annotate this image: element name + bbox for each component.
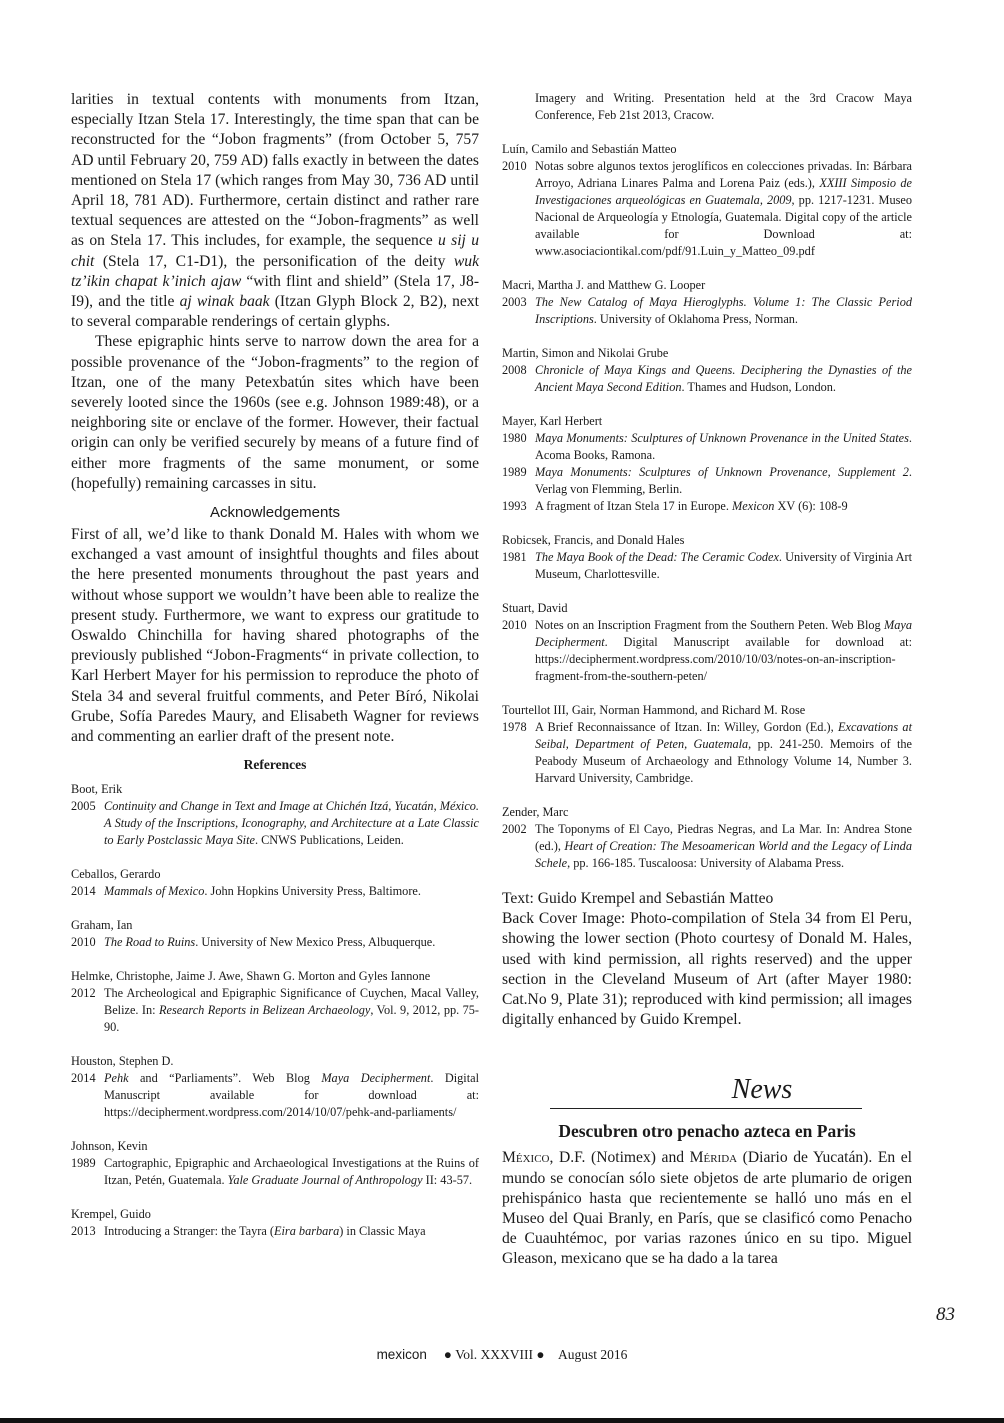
text-run: and “Parliaments”. Web Blog [128, 1071, 322, 1086]
reference-entry [502, 719, 912, 787]
reference-entry [502, 294, 912, 328]
reference-text [535, 294, 912, 328]
reference-item [502, 277, 912, 328]
text-run: A fragment of Itzan Stela 17 in Europe. [535, 499, 733, 513]
news-place-mexico: México [502, 1149, 550, 1167]
italic-text: Excavations at Seibal, Department of Peten, Guatemala [535, 720, 912, 751]
italic-text: Heart of Creation: The Mesoamerican World and the Legacy of Linda Schele [535, 839, 912, 870]
reference-item [502, 345, 912, 396]
reference-author: Houston, Stephen D. [71, 1054, 174, 1069]
reference-year: 2012 [71, 986, 96, 1001]
reference-entry [71, 985, 479, 1036]
reference-entry [502, 549, 912, 583]
reference-item [502, 532, 912, 583]
reference-text [535, 464, 912, 498]
reference-item [502, 804, 912, 872]
reference-year: 2010 [502, 159, 527, 173]
reference-text [535, 821, 912, 872]
italic-text: The Maya Book of the Dead: The Ceramic Codex [535, 550, 779, 564]
reference-text [104, 798, 479, 849]
news-divider [550, 1108, 862, 1109]
text-run: Introducing a Stranger: the Tayra ( [104, 1224, 274, 1239]
reference-text [104, 934, 479, 951]
text-credit: Text: Guido Krempel and Sebastián Matteo [502, 890, 774, 907]
reference-text [104, 883, 479, 900]
italic-text: Maya Decipherment [535, 618, 912, 649]
reference-author: Martin, Simon and Nikolai Grube [502, 346, 669, 360]
reference-year: 2010 [71, 935, 96, 950]
text-run: . University of New Mexico Press, Albuquerque. [195, 935, 436, 950]
reference-author: Stuart, David [502, 601, 568, 615]
bottom-border [0, 1418, 1004, 1423]
text-run: Cartographic, Epigraphic and Archaeological Investigations at the Ruins of Itzan, Petén, Guatemala. [104, 1156, 479, 1188]
text-run: (Itzan Glyph Block 2, B2), next to several comparable renderings of certain glyphs. [71, 293, 479, 331]
reference-entry [502, 617, 912, 685]
reference-author: Krempel, Guido [71, 1207, 151, 1222]
bullet-icon: ● [443, 1347, 452, 1362]
reference-text [535, 158, 912, 260]
italic-text: aj winak baak [179, 293, 270, 311]
reference-author: Helmke, Christophe, Jaime J. Awe, Shawn G. Morton and Gyles Iannone [71, 969, 431, 984]
reference-author: Tourtellot III, Gair, Norman Hammond, and Richard M. Rose [502, 703, 806, 717]
reference-year: 2013 [71, 1224, 96, 1239]
footer-volume: Vol. XXXVIII [455, 1347, 533, 1362]
reference-entry [71, 798, 479, 849]
news-text: (Diario de Yucatán). En el mundo se conocían sólo siete objetos de arte plumario de origen prehispánico hasta que recientemente se halló uno más en el Museo del Quai Branly, en París, que se clasificó como Penacho de Cuauhtémoc, por varias razones único en su tipo. Miguel Gleason, mexicano que se ha dado a la tarea [502, 1149, 912, 1268]
reference-author: Luín, Camilo and Sebastián Matteo [502, 142, 677, 156]
text-run: . Verlag von Flemming, Berlin. [535, 465, 912, 496]
italic-text: The Road to Ruins [104, 935, 196, 950]
reference-text [104, 1223, 479, 1240]
italic-text: Yale Graduate Journal of Anthropology [227, 1173, 423, 1188]
reference-entry [502, 158, 912, 260]
reference-entry [502, 498, 912, 515]
italic-text: Maya Decipherment [321, 1071, 431, 1086]
reference-item [502, 600, 912, 685]
reference-entry [502, 821, 912, 872]
reference-year: 1993 [502, 499, 527, 513]
reference-item [502, 413, 912, 515]
text-run: The Archeological and Epigraphic Significance of Cuychen, Macal Valley, Belize. In: [104, 986, 479, 1018]
text-run: . Digital Manuscript available for download at: https://decipherment.wordpress.com/2014/10/07/pehk-and-parliaments/ [104, 1071, 480, 1120]
text-run: (Stela 17, C1-D1), the personification of the deity [94, 252, 454, 270]
italic-text: Maya Monuments: Sculptures of Unknown Provenance, Supplement 2 [535, 465, 909, 479]
reference-year: 2003 [502, 295, 527, 309]
reference-entry [71, 934, 479, 951]
reference-entry [71, 1070, 479, 1121]
reference-entry [71, 1155, 479, 1189]
reference-year: 2002 [502, 822, 527, 836]
reference-author: Johnson, Kevin [71, 1139, 148, 1154]
reference-text [535, 498, 912, 515]
italic-text: Pehk [104, 1071, 129, 1086]
reference-year: 1980 [502, 431, 527, 445]
reference-year: 1989 [502, 465, 527, 479]
italic-text: Continuity and Change in Text and Image at Chichén Itzá, Yucatán, México. A Study of the Inscriptions, Iconography, and Architecture at a Late Classic to Early Postclassic Maya Site [104, 799, 479, 848]
italic-text: The New Catalog of Maya Hieroglyphs. Volume 1: The Classic Period Inscriptions [535, 295, 912, 326]
reference-item [71, 1053, 479, 1121]
text-run: . CNWS Publications, Leiden. [254, 833, 404, 848]
reference-year: 1981 [502, 550, 527, 564]
italic-text: Research Reports in Belizean Archaeology [159, 1003, 371, 1018]
text-run: . Thames and Hudson, London. [681, 380, 836, 394]
italic-text: u sij u chit [71, 232, 479, 270]
text-run: . University of Oklahoma Press, Norman. [593, 312, 798, 326]
reference-year: 1989 [71, 1156, 96, 1171]
news-source-text: , D.F. (Notimex) and [549, 1149, 690, 1167]
references-list-left [71, 781, 479, 1189]
text-run: Notas sobre algunos textos jeroglíficos en colecciones privadas. In: Bárbara Arroyo, Adriana Linares Palma and Lorena Paiz (eds.), [535, 159, 912, 190]
reference-item [71, 1138, 479, 1189]
acknowledgements-text: First of all, we’d like to thank Donald M. Hales with whom we exchanged a vast amount of insightful thoughts and files about the here presented monuments throughout the past years and without whose support we wouldn’t have been able to realize the present study. Furthermore, we want to express our gratitude to Oswaldo Chinchilla for having shared photographs of the previously published “Jobon-Fragments“ in private collection, to Karl Herbert Mayer for his permission to reproduce the photo of Stela 34 and several fruitful comments, and Peter Bíró, Nikolai Grube, Sofía Paredes Maury, and Elisabeth Wagner for reviews and commenting an earlier draft of the present note. [71, 526, 479, 746]
text-run: II: 43-57. [422, 1173, 473, 1188]
body-paragraph-2: These epigraphic hints serve to narrow down the area for a possible provenance of the “Jobon-fragments” to the region of Itzan, one of the many Petexbatún sites which have been severely looted since the 1960s (see e.g. Johnson 1989:48), or a neighboring site or enclave of the former. However, their factual origin can only be verified securely by means of a future find of either more fragments of the same monument, or some (hopefully) remaining carcasses in situ. [71, 333, 479, 492]
text-run: XV (6): 108-9 [774, 499, 848, 513]
reference-entry [71, 1223, 479, 1240]
italic-text: Mexicon [732, 499, 775, 513]
italic-text: Chronicle of Maya Kings and Queens. Deciphering the Dynasties of the Ancient Maya Second Edition [535, 363, 912, 394]
text-run: The Toponyms of El Cayo, Piedras Negras, and La Mar. In: Andrea Stone (ed.), [535, 822, 912, 853]
text-run: ) in Classic Maya [339, 1224, 426, 1239]
reference-year: 2014 [71, 1071, 96, 1086]
reference-author: Boot, Erik [71, 782, 123, 797]
reference-text [535, 719, 912, 787]
text-run: , pp. 1217-1231. Museo Nacional de Arqueología y Etnología, Guatemala. Digital copy of the article available for Download at: www.asociaciontikal.com/pdf/91.Luin_y_Matteo_09.pdf [535, 193, 912, 258]
text-run: larities in textual contents with monuments from Itzan, especially Itzan Stela 17. Interestingly, the time span that can be reconstructed for the “Jobon fragments” (from October 5, 757 AD until February 20, 759 AD) falls exactly in between the dates mentioned on Stela 17 (which ranges from May 30, 736 AD until April 18, 781 AD). Furthermore, certain distinct and rather rare textual sequences are attested on the “Jobon-fragments” as well as on Stela 17. This includes, for example, the sequence [71, 91, 479, 250]
reference-year: 2005 [71, 799, 96, 814]
italic-text: wuk tz’ikin chapat k’inich ajaw [71, 252, 479, 290]
reference-item [502, 141, 912, 260]
reference-krempel [71, 1206, 479, 1240]
footer-date: August 2016 [558, 1347, 628, 1362]
italic-text: Mammals of Mexico [104, 884, 205, 899]
reference-text [535, 549, 912, 583]
news-body [502, 1148, 912, 1269]
text-run: . John Hopkins University Press, Baltimore. [204, 884, 421, 899]
reference-entry [71, 883, 479, 900]
text-run: . Digital Manuscript available for download at: https://decipherment.wordpress.com/2010/10/03/notes-on-an-inscription-fragment-from-the-southern-peten/ [535, 635, 912, 683]
acknowledgements-heading: Acknowledgements [209, 504, 341, 522]
reference-item [71, 917, 479, 951]
news-headline: Descubren otro penacho azteca en Paris [558, 1121, 856, 1142]
reference-continued-text: Imagery and Writing. Presentation held at the 3rd Cracow Maya Conference, Feb 21st 2013, Cracow. [535, 91, 912, 122]
text-run: , pp. 241-250. Memoirs of the Peabody Museum of Archaeology and Ethnology Volume 14, Number 3. Harvard University, Cambridge. [535, 737, 913, 785]
page-footer [0, 1347, 1004, 1363]
reference-text [535, 617, 912, 685]
page-number: 83 [936, 1304, 955, 1325]
text-run: “with flint and shield” (Stela 17, J8-I9), and the title [71, 272, 480, 311]
reference-text [104, 985, 479, 1036]
image-credit: Back Cover Image: Photo-compilation of Stela 34 from El Peru, showing the lower section (Photo courtesy of Donald M. Hales, used with kind permission, all rights reserved) and the upper section in the Cleveland Museum of Art (after Mayer 1980: Cat.No 9, Plate 31); reproduced with kind permission; all images digitally enhanced by Guido Krempel. [502, 910, 912, 1029]
reference-year: 1978 [502, 720, 527, 734]
text-run: A Brief Reconnaissance of Itzan. In: Willey, Gordon (Ed.), [535, 720, 839, 734]
reference-entry [502, 362, 912, 396]
reference-item [71, 968, 479, 1036]
right-column [502, 90, 912, 1270]
italic-text: Eira barbara [273, 1224, 340, 1239]
reference-author: Macri, Martha J. and Matthew G. Looper [502, 278, 706, 292]
reference-year: 2014 [71, 884, 96, 899]
italic-text: Maya Monuments: Sculptures of Unknown Provenance in the United States [535, 431, 909, 445]
references-list-right [502, 141, 912, 872]
text-run: . University of Virginia Art Museum, Charlottesville. [535, 550, 912, 581]
text-run: , pp. 166-185. Tuscaloosa: University of Alabama Press. [567, 856, 845, 870]
footer-journal: mexicon [376, 1347, 427, 1362]
reference-author: Ceballos, Gerardo [71, 867, 161, 882]
body-paragraph-1 [71, 90, 479, 332]
news-section-title: News [731, 1074, 793, 1106]
reference-year: 2010 [502, 618, 527, 632]
reference-author: Robicsek, Francis, and Donald Hales [502, 533, 685, 547]
reference-item [71, 866, 479, 900]
text-run: , Vol. 9, 2012, pp. 75-90. [104, 1003, 480, 1035]
news-place-merida: Mérida [689, 1149, 738, 1167]
reference-item [502, 702, 912, 787]
references-heading: References [243, 757, 307, 773]
reference-text [104, 1070, 479, 1121]
reference-author: Mayer, Karl Herbert [502, 414, 603, 428]
left-column [71, 90, 479, 1240]
reference-text [104, 1155, 479, 1189]
reference-author: Graham, Ian [71, 918, 133, 933]
reference-entry [502, 430, 912, 464]
reference-entry [502, 464, 912, 498]
reference-text [535, 430, 912, 464]
reference-text [535, 362, 912, 396]
reference-year: 2008 [502, 363, 527, 377]
reference-author: Zender, Marc [502, 805, 569, 819]
reference-item [71, 781, 479, 849]
italic-text: XXIII Simposio de Investigaciones arqueológicas en Guatemala, 2009 [535, 176, 912, 207]
text-run: Notes on an Inscription Fragment from the Southern Peten. Web Blog [535, 618, 884, 632]
reference-continuation [502, 90, 912, 124]
text-run: . Acoma Books, Ramona. [535, 431, 912, 462]
bullet-icon: ● [536, 1347, 545, 1362]
